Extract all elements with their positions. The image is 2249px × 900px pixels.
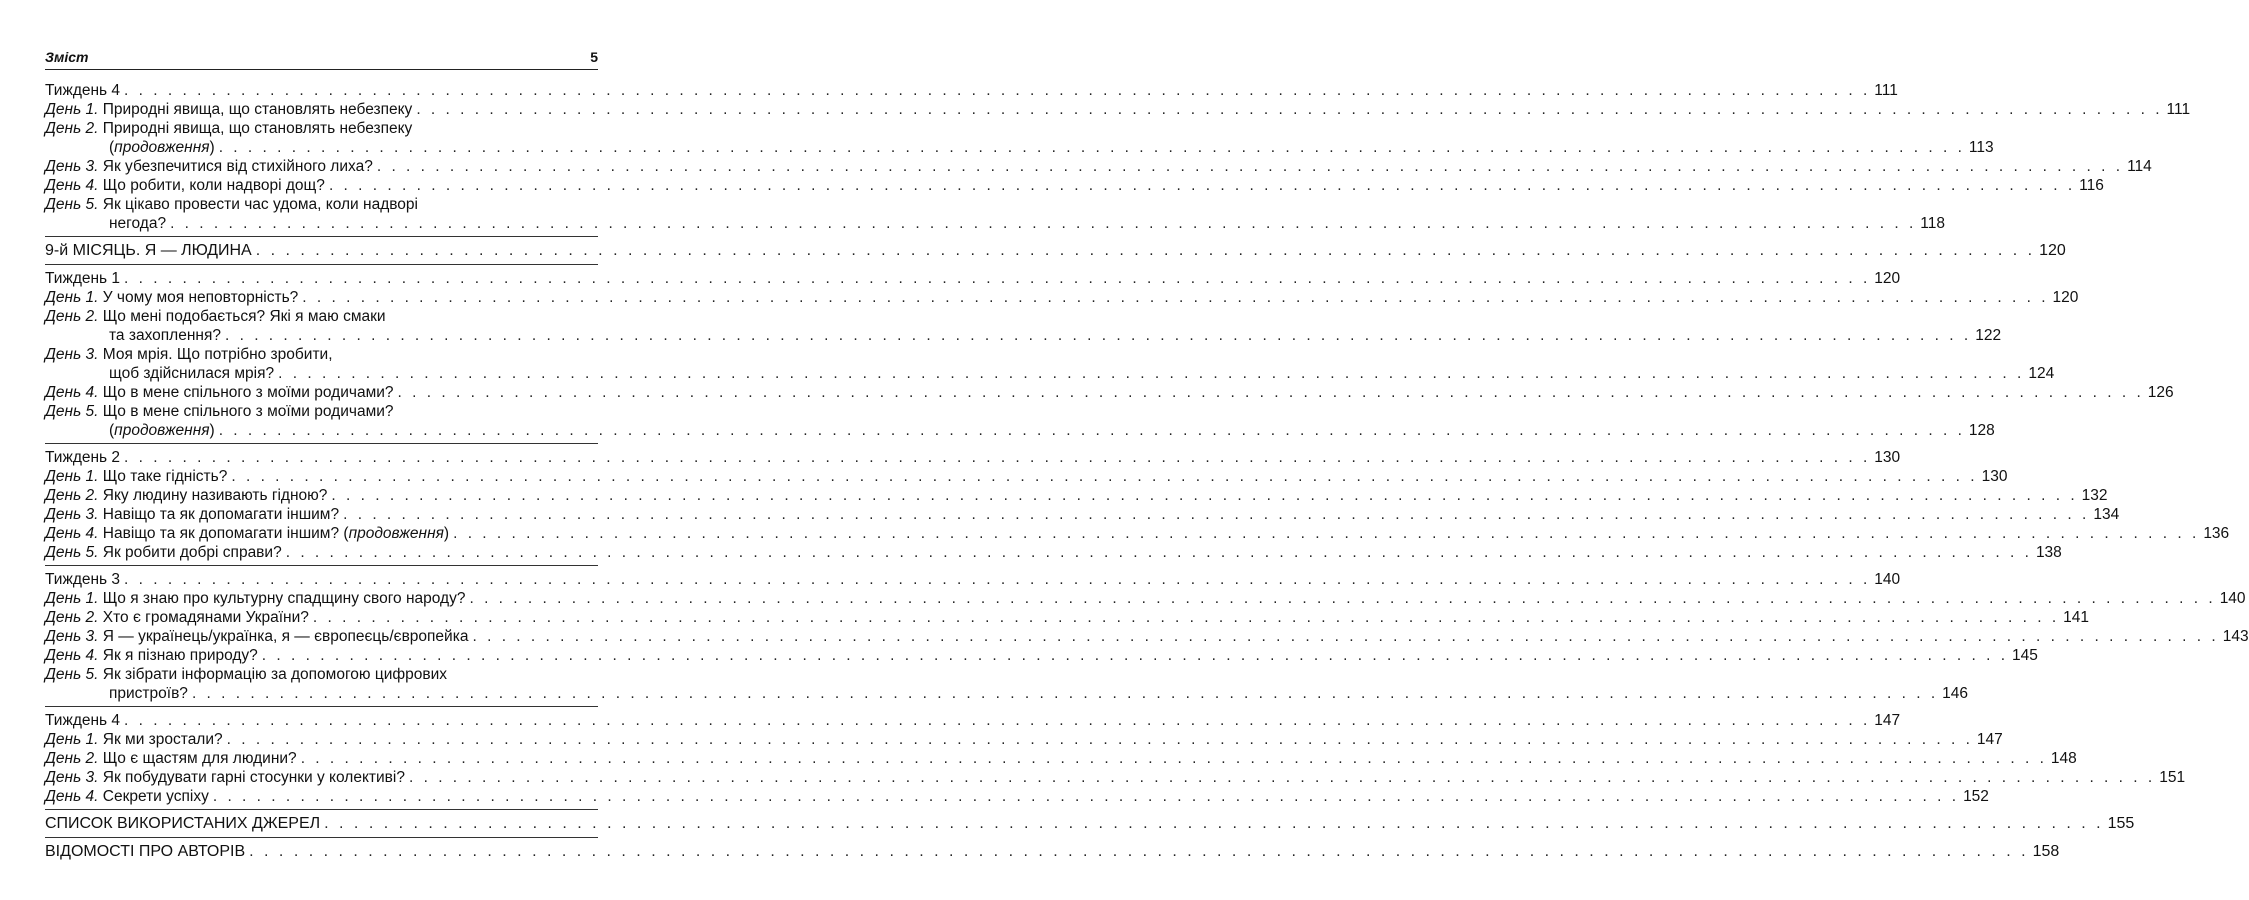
leader-dots: . . . . . . . . . . . . . . . . . . . . . . . . . . . . . . . . . . . . . . . . . . . . . . . . . . . . . . . . . . . . . . . . . . . . . . . . . . . . . . . . . . . . . . . . . . . . . . . . . . . . . . . . . . . . . . . . . . . . . . . . [226,731,1973,748]
leader-dots: . . . . . . . . . . . . . . . . . . . . . . . . . . . . . . . . . . . . . . . . . . . . . . . . . . . . . . . . . . . . . . . . . . . . . . . . . . . . . . . . . . . . . . . . . . . . . . . . . . . . . . . . . . . . . . . . . . . . . . . . [453,525,2200,542]
toc-day-row[interactable]: День 1. Природні явища, що становлять небезпеку . . . . . . . . . . . . . . . . . . . . . . . . . . . . . . . . . . . . . . . . . . . . . . . . . . . . . . . . . . . . . . . . . . . . . . . . . . . . . . . . . . . . . . . . . . . . . . . . . . . . . . . . . . . . . . . . . . . . . . . . 111 [45,101,2191,118]
leader-dots: . . . . . . . . . . . . . . . . . . . . . . . . . . . . . . . . . . . . . . . . . . . . . . . . . . . . . . . . . . . . . . . . . . . . . . . . . . . . . . . . . . . . . . . . . . . . . . . . . . . . . . . . . . . . . . . . . . . . . . . . [469,590,2216,607]
leader-dots: . . . . . . . . . . . . . . . . . . . . . . . . . . . . . . . . . . . . . . . . . . . . . . . . . . . . . . . . . . . . . . . . . . . . . . . . . . . . . . . . . . . . . . . . . . . . . . . . . . . . . . . . . . . . . . . . . . . . . . . . [261,647,2009,664]
toc-week-row[interactable]: Тиждень 1 . . . . . . . . . . . . . . . . . . . . . . . . . . . . . . . . . . . . . . . . . . . . . . . . . . . . . . . . . . . . . . . . . . . . . . . . . . . . . . . . . . . . . . . . . . . . . . . . . . . . . . . . . . . . . . . . . . . . . . . . 120 [45,270,1901,287]
leader-dots: . . . . . . . . . . . . . . . . . . . . . . . . . . . . . . . . . . . . . . . . . . . . . . . . . . . . . . . . . . . . . . . . . . . . . . . . . . . . . . . . . . . . . . . . . . . . . . . . . . . . . . . . . . . . . . . . . . . . . . . . [312,609,2060,626]
leader-dots: . . . . . . . . . . . . . . . . . . . . . . . . . . . . . . . . . . . . . . . . . . . . . . . . . . . . . . . . . . . . . . . . . . . . . . . . . . . . . . . . . . . . . . . . . . . . . . . . . . . . . . . . . . . . . . . . . . . . . . . . [416,101,2163,118]
toc-day-row-cont[interactable]: (продовження) . . . . . . . . . . . . . . . . . . . . . . . . . . . . . . . . . . . . . . . . . . . . . . . . . . . . . . . . . . . . . . . . . . . . . . . . . . . . . . . . . . . . . . . . . . . . . . . . . . . . . . . . . . . . . . . . . . . . . . . . 128 [109,422,1995,439]
leader-dots: . . . . . . . . . . . . . . . . . . . . . . . . . . . . . . . . . . . . . . . . . . . . . . . . . . . . . . . . . . . . . . . . . . . . . . . . . . . . . . . . . . . . . . . . . . . . . . . . . . . . . . . . . . . . . . . . . . . . . . . . [343,506,2090,523]
toc-day-row[interactable]: День 2. Що мені подобається? Які я маю смаки [45,308,386,325]
toc-day-row[interactable]: День 3. Як побудувати гарні стосунки у колективі? . . . . . . . . . . . . . . . . . . . . . . . . . . . . . . . . . . . . . . . . . . . . . . . . . . . . . . . . . . . . . . . . . . . . . . . . . . . . . . . . . . . . . . . . . . . . . . . . . . . . . . . . . . . . . . . . . . . . . . . . 151 [45,769,2186,786]
toc-day-row[interactable]: День 5. Як робити добрі справи? . . . . . . . . . . . . . . . . . . . . . . . . . . . . . . . . . . . . . . . . . . . . . . . . . . . . . . . . . . . . . . . . . . . . . . . . . . . . . . . . . . . . . . . . . . . . . . . . . . . . . . . . . . . . . . . . . . . . . . . . 138 [45,544,2062,561]
toc-section-week4b [45,711,2186,810]
toc-day-row[interactable]: День 3. Навіщо та як допомагати іншим? . . . . . . . . . . . . . . . . . . . . . . . . . . . . . . . . . . . . . . . . . . . . . . . . . . . . . . . . . . . . . . . . . . . . . . . . . . . . . . . . . . . . . . . . . . . . . . . . . . . . . . . . . . . . . . . . . . . . . . . . 134 [45,506,2120,523]
leader-dots: . . . . . . . . . . . . . . . . . . . . . . . . . . . . . . . . . . . . . . . . . . . . . . . . . . . . . . . . . . . . . . . . . . . . . . . . . . . . . . . . . . . . . . . . . . . . . . . . . . . . . . . . . . . . . . . . . . . . . . . . [170,215,1917,232]
leader-dots: . . . . . . . . . . . . . . . . . . . . . . . . . . . . . . . . . . . . . . . . . . . . . . . . . . . . . . . . . . . . . . . . . . . . . . . . . . . . . . . . . . . . . . . . . . . . . . . . . . . . . . . . . . . . . . . . . . . . . . . . [124,82,1871,99]
toc-day-row[interactable]: День 1. У чому моя неповторність? . . . . . . . . . . . . . . . . . . . . . . . . . . . . . . . . . . . . . . . . . . . . . . . . . . . . . . . . . . . . . . . . . . . . . . . . . . . . . . . . . . . . . . . . . . . . . . . . . . . . . . . . . . . . . . . . . . . . . . . . 120 [45,289,2079,306]
toc-day-row-cont[interactable]: та захоплення? . . . . . . . . . . . . . . . . . . . . . . . . . . . . . . . . . . . . . . . . . . . . . . . . . . . . . . . . . . . . . . . . . . . . . . . . . . . . . . . . . . . . . . . . . . . . . . . . . . . . . . . . . . . . . . . . . . . . . . . . 122 [109,327,2002,344]
leader-dots: . . . . . . . . . . . . . . . . . . . . . . . . . . . . . . . . . . . . . . . . . . . . . . . . . . . . . . . . . . . . . . . . . . . . . . . . . . . . . . . . . . . . . . . . . . . . . . . . . . . . . . . . . . . . . . . . . . . . . . . . [278,365,2025,382]
toc-day-row[interactable]: День 2. Природні явища, що становлять небезпеку [45,120,413,137]
leader-dots: . . . . . . . . . . . . . . . . . . . . . . . . . . . . . . . . . . . . . . . . . . . . . . . . . . . . . . . . . . . . . . . . . . . . . . . . . . . . . . . . . . . . . . . . . . . . . . . . . . . . . . . . . . . . . . . . . . . . . . . . [212,788,1960,805]
leader-dots: . . . . . . . . . . . . . . . . . . . . . . . . . . . . . . . . . . . . . . . . . . . . . . . . . . . . . . . . . . . . . . . . . . . . . . . . . . . . . . . . . . . . . . . . . . . . . . . . . . . . . . . . . . . . . . . . . . . . . . . . [376,158,2124,175]
toc-day-row[interactable]: День 5. Як зібрати інформацію за допомогою цифрових [45,666,447,683]
leader-dots: . . . . . . . . . . . . . . . . . . . . . . . . . . . . . . . . . . . . . . . . . . . . . . . . . . . . . . . . . . . . . . . . . . . . . . . . . . . . . . . . . . . . . . . . . . . . . . . . . . . . . . . . . . . . . . . . . . . . . . . . [324,815,2104,832]
leader-dots: . . . . . . . . . . . . . . . . . . . . . . . . . . . . . . . . . . . . . . . . . . . . . . . . . . . . . . . . . . . . . . . . . . . . . . . . . . . . . . . . . . . . . . . . . . . . . . . . . . . . . . . . . . . . . . . . . . . . . . . . [231,468,1978,485]
leader-dots: . . . . . . . . . . . . . . . . . . . . . . . . . . . . . . . . . . . . . . . . . . . . . . . . . . . . . . . . . . . . . . . . . . . . . . . . . . . . . . . . . . . . . . . . . . . . . . . . . . . . . . . . . . . . . . . . . . . . . . . . [302,289,2049,306]
leader-dots: . . . . . . . . . . . . . . . . . . . . . . . . . . . . . . . . . . . . . . . . . . . . . . . . . . . . . . . . . . . . . . . . . . . . . . . . . . . . . . . . . . . . . . . . . . . . . . . . . . . . . . . . . . . . . . . . . . . . . . . . [331,487,2078,504]
toc-day-row[interactable]: День 4. Як я пізнаю природу? . . . . . . . . . . . . . . . . . . . . . . . . . . . . . . . . . . . . . . . . . . . . . . . . . . . . . . . . . . . . . . . . . . . . . . . . . . . . . . . . . . . . . . . . . . . . . . . . . . . . . . . . . . . . . . . . . . . . . . . . 145 [45,647,2038,664]
toc-week-row[interactable]: Тиждень 4 . . . . . . . . . . . . . . . . . . . . . . . . . . . . . . . . . . . . . . . . . . . . . . . . . . . . . . . . . . . . . . . . . . . . . . . . . . . . . . . . . . . . . . . . . . . . . . . . . . . . . . . . . . . . . . . . . . . . . . . . 111 [45,82,1898,99]
leader-dots: . . . . . . . . . . . . . . . . . . . . . . . . . . . . . . . . . . . . . . . . . . . . . . . . . . . . . . . . . . . . . . . . . . . . . . . . . . . . . . . . . . . . . . . . . . . . . . . . . . . . . . . . . . . . . . . . . . . . . . . . [124,712,1871,729]
running-header [45,47,598,70]
toc-sources-row[interactable]: СПИСОК ВИКОРИСТАНИХ ДЖЕРЕЛ . . . . . . . . . . . . . . . . . . . . . . . . . . . . . . . . . . . . . . . . . . . . . . . . . . . . . . . . . . . . . . . . . . . . . . . . . . . . . . . . . . . . . . . . . . . . . . . . . . . . . . . . . . . . . . . . . . . . . . . . 155 [45,815,2135,832]
toc-day-row[interactable]: День 5. Що в мене спільного з моїми родичами? [45,403,394,420]
toc-day-row-cont[interactable]: (продовження) . . . . . . . . . . . . . . . . . . . . . . . . . . . . . . . . . . . . . . . . . . . . . . . . . . . . . . . . . . . . . . . . . . . . . . . . . . . . . . . . . . . . . . . . . . . . . . . . . . . . . . . . . . . . . . . . . . . . . . . . 113 [109,139,1994,156]
toc-authors-row[interactable]: ВІДОМОСТІ ПРО АВТОРІВ . . . . . . . . . . . . . . . . . . . . . . . . . . . . . . . . . . . . . . . . . . . . . . . . . . . . . . . . . . . . . . . . . . . . . . . . . . . . . . . . . . . . . . . . . . . . . . . . . . . . . . . . . . . . . . . . . . . . . . . . 158 [45,843,2060,860]
leader-dots: . . . . . . . . . . . . . . . . . . . . . . . . . . . . . . . . . . . . . . . . . . . . . . . . . . . . . . . . . . . . . . . . . . . . . . . . . . . . . . . . . . . . . . . . . . . . . . . . . . . . . . . . . . . . . . . . . . . . . . . . [328,177,2076,194]
leader-dots: . . . . . . . . . . . . . . . . . . . . . . . . . . . . . . . . . . . . . . . . . . . . . . . . . . . . . . . . . . . . . . . . . . . . . . . . . . . . . . . . . . . . . . . . . . . . . . . . . . . . . . . . . . . . . . . . . . . . . . . . [224,327,1972,344]
leader-dots: . . . . . . . . . . . . . . . . . . . . . . . . . . . . . . . . . . . . . . . . . . . . . . . . . . . . . . . . . . . . . . . . . . . . . . . . . . . . . . . . . . . . . . . . . . . . . . . . . . . . . . . . . . . . . . . . . . . . . . . . [300,750,2047,767]
toc-week-row[interactable]: Тиждень 2 . . . . . . . . . . . . . . . . . . . . . . . . . . . . . . . . . . . . . . . . . . . . . . . . . . . . . . . . . . . . . . . . . . . . . . . . . . . . . . . . . . . . . . . . . . . . . . . . . . . . . . . . . . . . . . . . . . . . . . . . 130 [45,449,1901,466]
leader-dots: . . . . . . . . . . . . . . . . . . . . . . . . . . . . . . . . . . . . . . . . . . . . . . . . . . . . . . . . . . . . . . . . . . . . . . . . . . . . . . . . . . . . . . . . . . . . . . . . . . . . . . . . . . . . . . . . . . . . . . . . [124,571,1871,588]
toc-month-row[interactable]: 9-й МІСЯЦЬ. Я — ЛЮДИНА . . . . . . . . . . . . . . . . . . . . . . . . . . . . . . . . . . . . . . . . . . . . . . . . . . . . . . . . . . . . . . . . . . . . . . . . . . . . . . . . . . . . . . . . . . . . . . . . . . . . . . . . . . . . . . . . . . . . . . . . 120 [45,242,2066,259]
toc-week-row[interactable]: Тиждень 3 . . . . . . . . . . . . . . . . . . . . . . . . . . . . . . . . . . . . . . . . . . . . . . . . . . . . . . . . . . . . . . . . . . . . . . . . . . . . . . . . . . . . . . . . . . . . . . . . . . . . . . . . . . . . . . . . . . . . . . . . 140 [45,571,1901,588]
leader-dots: . . . . . . . . . . . . . . . . . . . . . . . . . . . . . . . . . . . . . . . . . . . . . . . . . . . . . . . . . . . . . . . . . . . . . . . . . . . . . . . . . . . . . . . . . . . . . . . . . . . . . . . . . . . . . . . . . . . . . . . . [285,544,2032,561]
table-of-contents [45,81,2249,869]
leader-dots: . . . . . . . . . . . . . . . . . . . . . . . . . . . . . . . . . . . . . . . . . . . . . . . . . . . . . . . . . . . . . . . . . . . . . . . . . . . . . . . . . . . . . . . . . . . . . . . . . . . . . . . . . . . . . . . . . . . . . . . . [218,139,1965,156]
leader-dots: . . . . . . . . . . . . . . . . . . . . . . . . . . . . . . . . . . . . . . . . . . . . . . . . . . . . . . . . . . . . . . . . . . . . . . . . . . . . . . . . . . . . . . . . . . . . . . . . . . . . . . . . . . . . . . . . . . . . . . . . [472,628,2219,645]
toc-day-row[interactable]: День 2. Хто є громадянами України? . . . . . . . . . . . . . . . . . . . . . . . . . . . . . . . . . . . . . . . . . . . . . . . . . . . . . . . . . . . . . . . . . . . . . . . . . . . . . . . . . . . . . . . . . . . . . . . . . . . . . . . . . . . . . . . . . . . . . . . . 141 [45,609,2090,626]
toc-day-row[interactable]: День 1. Що я знаю про культурну спадщину свого народу? . . . . . . . . . . . . . . . . . . . . . . . . . . . . . . . . . . . . . . . . . . . . . . . . . . . . . . . . . . . . . . . . . . . . . . . . . . . . . . . . . . . . . . . . . . . . . . . . . . . . . . . . . . . . . . . . . . . . . . . . 140 [45,590,2246,607]
toc-day-row[interactable]: День 5. Як цікаво провести час удома, коли надворі [45,196,418,213]
leader-dots: . . . . . . . . . . . . . . . . . . . . . . . . . . . . . . . . . . . . . . . . . . . . . . . . . . . . . . . . . . . . . . . . . . . . . . . . . . . . . . . . . . . . . . . . . . . . . . . . . . . . . . . . . . . . . . . . . . . . . . . . [124,449,1871,466]
leader-dots: . . . . . . . . . . . . . . . . . . . . . . . . . . . . . . . . . . . . . . . . . . . . . . . . . . . . . . . . . . . . . . . . . . . . . . . . . . . . . . . . . . . . . . . . . . . . . . . . . . . . . . . . . . . . . . . . . . . . . . . . [249,843,2029,860]
toc-section-month9 [45,241,2066,265]
toc-day-row[interactable]: День 2. Що є щастям для людини? . . . . . . . . . . . . . . . . . . . . . . . . . . . . . . . . . . . . . . . . . . . . . . . . . . . . . . . . . . . . . . . . . . . . . . . . . . . . . . . . . . . . . . . . . . . . . . . . . . . . . . . . . . . . . . . . . . . . . . . . 148 [45,750,2077,767]
leader-dots: . . . . . . . . . . . . . . . . . . . . . . . . . . . . . . . . . . . . . . . . . . . . . . . . . . . . . . . . . . . . . . . . . . . . . . . . . . . . . . . . . . . . . . . . . . . . . . . . . . . . . . . . . . . . . . . . . . . . . . . . [218,422,1965,439]
leader-dots: . . . . . . . . . . . . . . . . . . . . . . . . . . . . . . . . . . . . . . . . . . . . . . . . . . . . . . . . . . . . . . . . . . . . . . . . . . . . . . . . . . . . . . . . . . . . . . . . . . . . . . . . . . . . . . . . . . . . . . . . [397,384,2144,401]
toc-day-row-cont[interactable]: негода? . . . . . . . . . . . . . . . . . . . . . . . . . . . . . . . . . . . . . . . . . . . . . . . . . . . . . . . . . . . . . . . . . . . . . . . . . . . . . . . . . . . . . . . . . . . . . . . . . . . . . . . . . . . . . . . . . . . . . . . . 118 [109,215,1946,232]
toc-day-row[interactable]: День 4. Що в мене спільного з моїми родичами? . . . . . . . . . . . . . . . . . . . . . . . . . . . . . . . . . . . . . . . . . . . . . . . . . . . . . . . . . . . . . . . . . . . . . . . . . . . . . . . . . . . . . . . . . . . . . . . . . . . . . . . . . . . . . . . . . . . . . . . . 126 [45,384,2174,401]
leader-dots: . . . . . . . . . . . . . . . . . . . . . . . . . . . . . . . . . . . . . . . . . . . . . . . . . . . . . . . . . . . . . . . . . . . . . . . . . . . . . . . . . . . . . . . . . . . . . . . . . . . . . . . . . . . . . . . . . . . . . . . . [191,685,1939,702]
toc-day-row-cont[interactable]: пристроїв? . . . . . . . . . . . . . . . . . . . . . . . . . . . . . . . . . . . . . . . . . . . . . . . . . . . . . . . . . . . . . . . . . . . . . . . . . . . . . . . . . . . . . . . . . . . . . . . . . . . . . . . . . . . . . . . . . . . . . . . . 146 [109,685,1969,702]
toc-day-row[interactable]: День 1. Як ми зростали? . . . . . . . . . . . . . . . . . . . . . . . . . . . . . . . . . . . . . . . . . . . . . . . . . . . . . . . . . . . . . . . . . . . . . . . . . . . . . . . . . . . . . . . . . . . . . . . . . . . . . . . . . . . . . . . . . . . . . . . . 147 [45,731,2003,748]
toc-section-sources [45,814,2135,838]
toc-week-row[interactable]: Тиждень 4 . . . . . . . . . . . . . . . . . . . . . . . . . . . . . . . . . . . . . . . . . . . . . . . . . . . . . . . . . . . . . . . . . . . . . . . . . . . . . . . . . . . . . . . . . . . . . . . . . . . . . . . . . . . . . . . . . . . . . . . . 147 [45,712,1901,729]
toc-day-row-cont[interactable]: щоб здійснилася мрія? . . . . . . . . . . . . . . . . . . . . . . . . . . . . . . . . . . . . . . . . . . . . . . . . . . . . . . . . . . . . . . . . . . . . . . . . . . . . . . . . . . . . . . . . . . . . . . . . . . . . . . . . . . . . . . . . . . . . . . . . 124 [109,365,2055,382]
toc-section-week1 [45,269,2174,444]
toc-day-row[interactable]: День 4. Що робити, коли надворі дощ? . . . . . . . . . . . . . . . . . . . . . . . . . . . . . . . . . . . . . . . . . . . . . . . . . . . . . . . . . . . . . . . . . . . . . . . . . . . . . . . . . . . . . . . . . . . . . . . . . . . . . . . . . . . . . . . . . . . . . . . . 116 [45,177,2104,194]
toc-page: 111 [1874,82,1898,99]
leader-dots: . . . . . . . . . . . . . . . . . . . . . . . . . . . . . . . . . . . . . . . . . . . . . . . . . . . . . . . . . . . . . . . . . . . . . . . . . . . . . . . . . . . . . . . . . . . . . . . . . . . . . . . . . . . . . . . . . . . . . . . . [408,769,2156,786]
page-number: 5 [590,49,598,65]
toc-day-row[interactable]: День 4. Навіщо та як допомагати іншим? (продовження) . . . . . . . . . . . . . . . . . . . . . . . . . . . . . . . . . . . . . . . . . . . . . . . . . . . . . . . . . . . . . . . . . . . . . . . . . . . . . . . . . . . . . . . . . . . . . . . . . . . . . . . . . . . . . . . . . . . . . . . . 136 [45,525,2230,542]
toc-day-row[interactable]: День 2. Яку людину називають гідною? . . . . . . . . . . . . . . . . . . . . . . . . . . . . . . . . . . . . . . . . . . . . . . . . . . . . . . . . . . . . . . . . . . . . . . . . . . . . . . . . . . . . . . . . . . . . . . . . . . . . . . . . . . . . . . . . . . . . . . . . 132 [45,487,2108,504]
toc-day-row[interactable]: День 3. Я — українець/українка, я — європеєць/європейка . . . . . . . . . . . . . . . . . . . . . . . . . . . . . . . . . . . . . . . . . . . . . . . . . . . . . . . . . . . . . . . . . . . . . . . . . . . . . . . . . . . . . . . . . . . . . . . . . . . . . . . . . . . . . . . . . . . . . . . . 143 [45,628,2249,645]
toc-day-row[interactable]: День 1. Що таке гідність? . . . . . . . . . . . . . . . . . . . . . . . . . . . . . . . . . . . . . . . . . . . . . . . . . . . . . . . . . . . . . . . . . . . . . . . . . . . . . . . . . . . . . . . . . . . . . . . . . . . . . . . . . . . . . . . . . . . . . . . . 130 [45,468,2008,485]
leader-dots: . . . . . . . . . . . . . . . . . . . . . . . . . . . . . . . . . . . . . . . . . . . . . . . . . . . . . . . . . . . . . . . . . . . . . . . . . . . . . . . . . . . . . . . . . . . . . . . . . . . . . . . . . . . . . . . . . . . . . . . . [255,242,2036,259]
toc-day-row[interactable]: День 4. Секрети успіху . . . . . . . . . . . . . . . . . . . . . . . . . . . . . . . . . . . . . . . . . . . . . . . . . . . . . . . . . . . . . . . . . . . . . . . . . . . . . . . . . . . . . . . . . . . . . . . . . . . . . . . . . . . . . . . . . . . . . . . . 152 [45,788,1989,805]
toc-day-row[interactable]: День 3. Як убезпечитися від стихійного лиха? . . . . . . . . . . . . . . . . . . . . . . . . . . . . . . . . . . . . . . . . . . . . . . . . . . . . . . . . . . . . . . . . . . . . . . . . . . . . . . . . . . . . . . . . . . . . . . . . . . . . . . . . . . . . . . . . . . . . . . . . 114 [45,158,2152,175]
header-title: Зміст [45,49,89,65]
toc-day-row[interactable]: День 3. Моя мрія. Що потрібно зробити, [45,346,333,363]
toc-section-week2 [45,448,2230,566]
leader-dots: . . . . . . . . . . . . . . . . . . . . . . . . . . . . . . . . . . . . . . . . . . . . . . . . . . . . . . . . . . . . . . . . . . . . . . . . . . . . . . . . . . . . . . . . . . . . . . . . . . . . . . . . . . . . . . . . . . . . . . . . [124,270,1871,287]
toc-section-week3 [45,570,2249,707]
toc-section-authors [45,842,2060,865]
toc-section-week4a [45,81,2191,237]
